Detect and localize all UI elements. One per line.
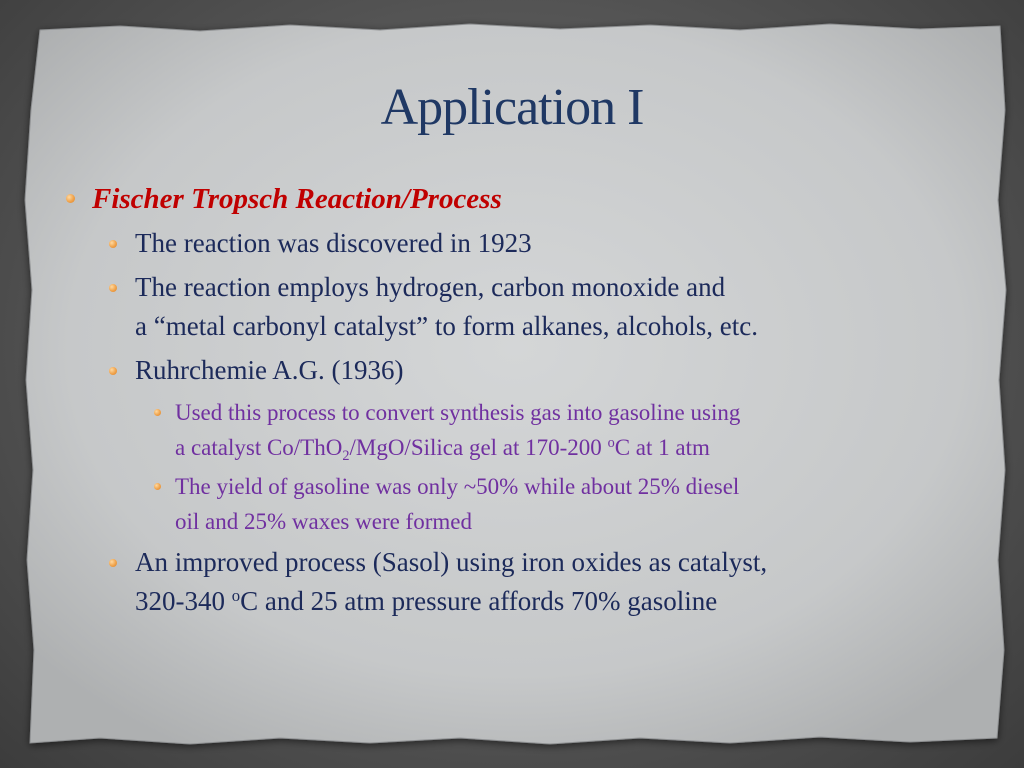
degree-superscript: o <box>231 585 241 605</box>
bullet-sasol <box>60 543 960 621</box>
text-part: C and 25 atm pressure affords 70% gasoline <box>240 586 718 616</box>
sub-bullet-yield <box>60 469 960 539</box>
bullet-ruhrchemie <box>60 351 960 390</box>
bullet-text-line2: a “metal carbonyl catalyst” to form alkanes, alcohols, etc. <box>135 311 758 341</box>
bullet-text: Ruhrchemie A.G. (1936) <box>135 355 404 385</box>
text-part: /MgO/Silica gel at 170-200 <box>349 435 608 460</box>
heading-text: Fischer Tropsch Reaction/Process <box>92 183 502 215</box>
sub-bullet-line1: The yield of gasoline was only ~50% while about 25% diesel <box>175 474 740 499</box>
sub-bullet-line2: oil and 25% waxes were formed <box>175 509 472 534</box>
text-part: 320-340 <box>135 586 232 616</box>
bullet-text-line1: An improved process (Sasol) using iron oxides as catalyst, <box>135 547 768 577</box>
bullet-employs <box>60 268 960 346</box>
degree-superscript: o <box>607 435 615 452</box>
slide-title: Application I <box>380 79 644 136</box>
sub-bullet-line1: Used this process to convert synthesis gas into gasoline using <box>175 400 741 425</box>
bullet-dot-icon <box>154 409 161 416</box>
text-part: a catalyst Co/ThO <box>175 435 343 460</box>
sub-bullet-catalyst <box>60 395 960 465</box>
bullet-dot-icon <box>154 483 161 490</box>
sub-bullet-line2 <box>175 430 960 465</box>
text-part: C at 1 atm <box>614 435 710 460</box>
bullet-dot-icon <box>66 194 75 203</box>
subscript: 2 <box>342 447 350 464</box>
bullet-text-line1: The reaction employs hydrogen, carbon monoxide and <box>135 272 726 302</box>
bullet-discovered <box>60 224 960 263</box>
bullet-dot-icon <box>109 240 117 248</box>
bullet-list <box>60 182 960 626</box>
bullet-heading <box>60 182 960 216</box>
bullet-text-line2 <box>135 582 960 621</box>
bullet-text: The reaction was discovered in 1923 <box>135 228 532 258</box>
bullet-dot-icon <box>109 367 117 375</box>
bullet-dot-icon <box>109 284 117 292</box>
bullet-dot-icon <box>109 559 117 567</box>
